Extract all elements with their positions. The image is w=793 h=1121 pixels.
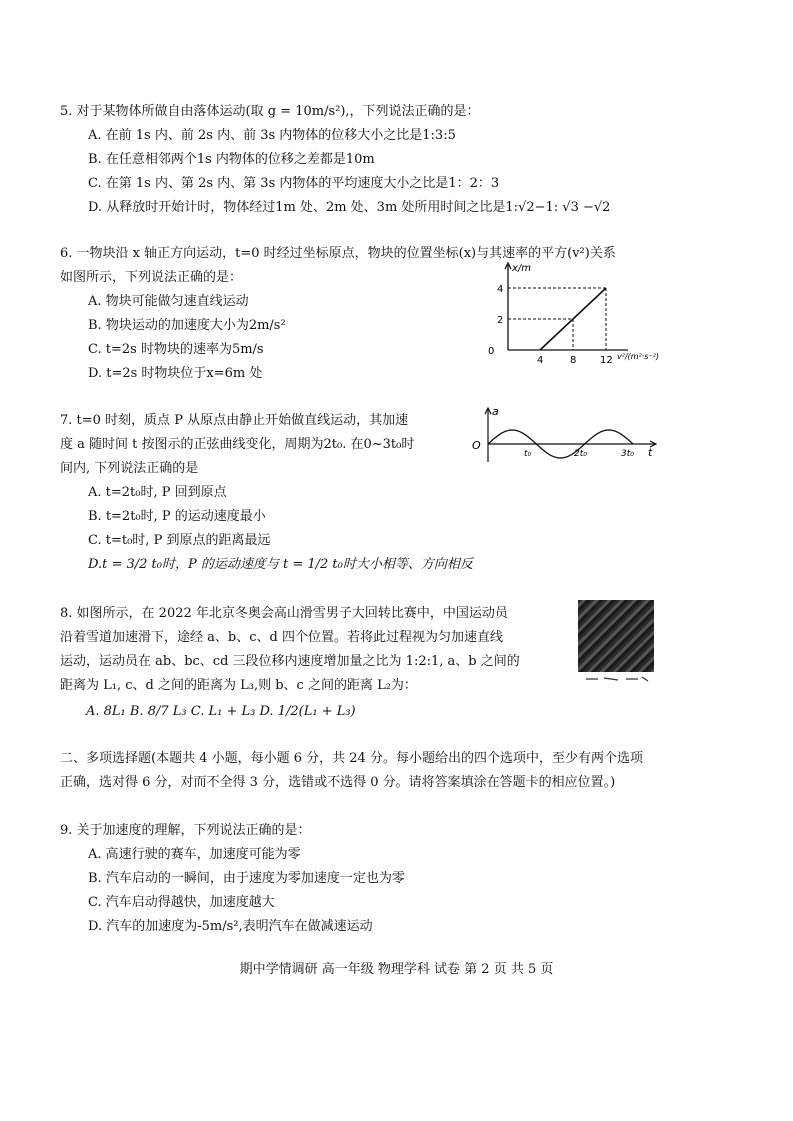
q7-option-c: C. t=t₀时, P 到原点的距离最远 xyxy=(88,533,271,548)
q5-option-c: C. 在第 1s 内、第 2s 内、第 3s 内物体的平均速度大小之比是1：2：3 xyxy=(88,176,500,191)
q7-xtick-t0: t₀ xyxy=(524,449,532,459)
section2-line1: 二、多项选择题(本题共 4 小题，每小题 6 分，共 24 分。每小题给出的四个选项中，至少有两个选项 xyxy=(60,751,643,766)
q6-option-c: C. t=2s 时物块的速率为5m/s xyxy=(88,342,264,357)
q6-stem-line1: 6. 一物块沿 x 轴正方向运动，t=0 时经过坐标原点，物块的位置坐标(x)与其速率的平方(v²)关系 xyxy=(60,246,616,261)
q7-xtick-2t0: 2t₀ xyxy=(574,449,587,459)
page-footer: 期中学情调研 高一年级 物理学科 试卷 第 2 页 共 5 页 xyxy=(239,962,554,977)
q7-option-b: B. t=2t₀时, P 的运动速度最小 xyxy=(88,509,266,524)
q8-stem-line2: 沿着雪道加速滑下，途经 a、b、c、d 四个位置。若将此过程视为匀加速直线 xyxy=(60,630,503,645)
q6-option-b: B. 物块运动的加速度大小为2m/s² xyxy=(88,318,286,333)
q6-ytick-4: 4 xyxy=(497,284,504,295)
q6-option-a: A. 物块可能做匀速直线运动 xyxy=(88,294,249,309)
q6-stem-line2: 如图所示，下列说法正确的是： xyxy=(60,270,243,285)
q5-option-a: A. 在前 1s 内、前 2s 内、前 3s 内物体的位移大小之比是1:3:5 xyxy=(88,128,456,143)
q6-xlabel: v²/(m²·s⁻²) xyxy=(617,352,660,361)
q9-option-a: A. 高速行驶的赛车，加速度可能为零 xyxy=(88,847,301,862)
q6-xtick-12: 12 xyxy=(600,355,613,365)
q9-option-b: B. 汽车启动的一瞬间，由于速度为零加速度一定也为零 xyxy=(88,871,405,886)
section2-line2: 正确，选对得 6 分，对而不全得 3 分，选错或不选得 0 分。请将答案填涂在答题卡的相应位置。) xyxy=(60,775,616,790)
q7-stem-line3: 间内, 下列说法正确的是 xyxy=(60,461,199,476)
q9-stem: 9. 关于加速度的理解，下列说法正确的是： xyxy=(60,823,311,838)
q7-option-a: A. t=2t₀时, P 回到原点 xyxy=(88,485,227,500)
q7-graph xyxy=(468,404,668,466)
q6-origin: 0 xyxy=(488,346,495,357)
q7-origin: O xyxy=(472,439,481,452)
q7-ylabel: a xyxy=(492,405,499,418)
q9-option-d: D. 汽车的加速度为-5m/s²,表明汽车在做减速运动 xyxy=(88,919,373,934)
q7-stem-line2: 度 a 随时间 t 按图示的正弦曲线变化，周期为2t₀. 在0~3t₀时 xyxy=(60,437,415,452)
q6-option-d: D. t=2s 时物块位于x=6m 处 xyxy=(88,366,263,381)
q8-stem-line4: 距离为 L₁, c、d 之间的距离为 L₃,则 b、c 之间的距离 L₂为： xyxy=(60,678,417,693)
q6-xtick-8: 8 xyxy=(570,355,577,365)
q5-option-d: D. 从释放时开始计时，物体经过1m 处、2m 处、3m 处所用时间之比是1:√2−1: √3 −√2 xyxy=(88,200,611,215)
q8-stem-line1: 8. 如图所示，在 2022 年北京冬奥会高山滑雪男子大回转比赛中，中国运动员 xyxy=(60,606,508,621)
q7-stem-line1: 7. t=0 时刻，质点 P 从原点由静止开始做直线运动，其加速 xyxy=(60,413,409,428)
q7-xlabel: t xyxy=(648,446,653,459)
q8-options: A. 8L₁ B. 8/7 L₃ C. L₁ + L₃ D. 1/2(L₁ + L₃) xyxy=(86,704,356,719)
q6-ytick-2: 2 xyxy=(497,315,504,326)
q6-xtick-4: 4 xyxy=(537,355,544,365)
q7-option-d: D.t = 3/2 t₀时，P 的运动速度与 t = 1/2 t₀时大小相等、方向相反 xyxy=(88,557,473,572)
q6-ylabel: x/m xyxy=(512,263,532,274)
q6-graph xyxy=(478,255,678,365)
q8-photo-caption-marks xyxy=(578,674,654,684)
q8-skier-photo xyxy=(578,600,654,672)
q5-stem: 5. 对于某物体所做自由落体运动(取 g = 10m/s²),，下列说法正确的是： xyxy=(60,104,480,119)
q9-option-c: C. 汽车启动得越快，加速度越大 xyxy=(88,895,275,910)
q8-stem-line3: 运动，运动员在 ab、bc、cd 三段位移内速度增加量之比为 1:2:1, a、b 之间的 xyxy=(60,654,520,669)
q7-xtick-3t0: 3t₀ xyxy=(621,449,634,459)
q5-option-b: B. 在任意相邻两个1s 内物体的位移之差都是10m xyxy=(88,152,375,167)
